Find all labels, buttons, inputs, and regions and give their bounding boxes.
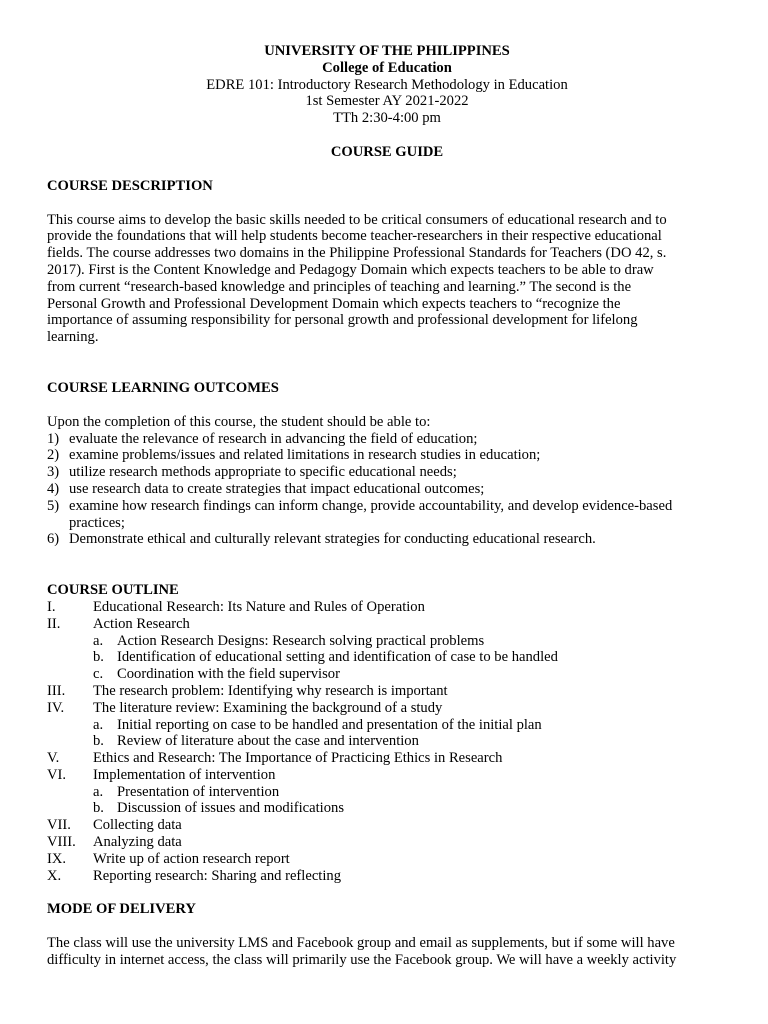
outline-subtext: Presentation of intervention bbox=[117, 783, 280, 800]
outline-letter: b. bbox=[93, 649, 104, 666]
outline-item bbox=[47, 683, 727, 700]
outline-item bbox=[47, 750, 727, 767]
outline-letter: b. bbox=[93, 800, 104, 817]
outline-number: IX. bbox=[47, 850, 67, 867]
description-line: This course aims to develop the basic skills needed to be critical consumers of educational research and to bbox=[47, 211, 667, 228]
description-line: importance of assuming responsibility for personal growth and professional development for lifelong bbox=[47, 312, 638, 329]
outcomes-list bbox=[47, 431, 727, 549]
list-item bbox=[47, 531, 727, 548]
schedule: TTh 2:30-4:00 pm bbox=[333, 110, 441, 127]
list-text: Demonstrate ethical and culturally relevant strategies for conducting educational research. bbox=[69, 531, 596, 548]
description-line: provide the foundations that will help students become teacher-researchers in their respective educational bbox=[47, 228, 662, 245]
outline-subitem bbox=[47, 666, 727, 683]
outline-subtext: Action Research Designs: Research solving practical problems bbox=[117, 632, 485, 649]
list-number: 1) bbox=[47, 430, 60, 447]
outline-letter: a. bbox=[93, 632, 104, 649]
description-body bbox=[47, 212, 727, 346]
outline-subitem bbox=[47, 633, 727, 650]
list-number: 6) bbox=[47, 531, 60, 548]
outline-heading: COURSE OUTLINE bbox=[47, 582, 179, 599]
list-number: 5) bbox=[47, 497, 60, 514]
page-title: COURSE GUIDE bbox=[330, 143, 444, 160]
outline-item bbox=[47, 616, 727, 633]
description-line: learning. bbox=[47, 329, 99, 346]
semester: 1st Semester AY 2021-2022 bbox=[305, 93, 469, 110]
outline-subtext: Initial reporting on case to be handled and presentation of the initial plan bbox=[117, 716, 542, 733]
list-number: 4) bbox=[47, 480, 60, 497]
document-page bbox=[47, 43, 727, 969]
outline-subitem bbox=[47, 784, 727, 801]
outline-item bbox=[47, 700, 727, 717]
outline-subtext: Coordination with the field supervisor bbox=[117, 666, 340, 683]
list-item bbox=[47, 481, 727, 498]
list-text: use research data to create strategies that impact educational outcomes; bbox=[69, 480, 485, 497]
outline-number: X. bbox=[47, 867, 62, 884]
outline-subitem bbox=[47, 800, 727, 817]
college-name: College of Education bbox=[322, 59, 452, 76]
outline-letter: a. bbox=[93, 716, 104, 733]
outline-subitem bbox=[47, 649, 727, 666]
list-item bbox=[47, 498, 727, 532]
delivery-heading: MODE OF DELIVERY bbox=[47, 901, 196, 918]
description-heading: COURSE DESCRIPTION bbox=[47, 177, 213, 194]
outline-text: Collecting data bbox=[93, 817, 182, 834]
outline-subitem bbox=[47, 733, 727, 750]
outline-number: II. bbox=[47, 615, 61, 632]
list-item bbox=[47, 431, 727, 448]
outline-letter: c. bbox=[93, 666, 104, 683]
outline-letter: a. bbox=[93, 783, 104, 800]
list-text: examine problems/issues and related limitations in research studies in education; bbox=[69, 447, 541, 464]
list-item bbox=[47, 464, 727, 481]
description-line: fields. The course addresses two domains in the Philippine Professional Standards for Teachers (DO 42, s. bbox=[47, 245, 667, 262]
outline-number: I. bbox=[47, 598, 56, 615]
outline-subtext: Identification of educational setting and identification of case to be handled bbox=[117, 649, 558, 666]
description-line: from current “research-based knowledge and principles of teaching and learning.” The second is the bbox=[47, 278, 632, 295]
course-outline bbox=[47, 599, 727, 885]
outline-item bbox=[47, 817, 727, 834]
outline-text: Analyzing data bbox=[93, 834, 182, 851]
description-line: 2017). First is the Content Knowledge and Pedagogy Domain which expects teachers to be able to draw bbox=[47, 261, 654, 278]
course-title: EDRE 101: Introductory Research Methodology in Education bbox=[206, 76, 568, 93]
delivery-body bbox=[47, 935, 727, 969]
outline-item bbox=[47, 599, 727, 616]
delivery-line: The class will use the university LMS and Facebook group and email as supplements, but if some will have bbox=[47, 935, 675, 952]
outline-text: The research problem: Identifying why research is important bbox=[93, 682, 448, 699]
outline-number: III. bbox=[47, 682, 66, 699]
delivery-line: difficulty in internet access, the class will primarily use the Facebook group. We will have a weekly activity bbox=[47, 952, 677, 969]
list-text: utilize research methods appropriate to specific educational needs; bbox=[69, 464, 457, 481]
outline-number: V. bbox=[47, 750, 60, 767]
outline-number: VI. bbox=[47, 766, 67, 783]
outline-text: The literature review: Examining the background of a study bbox=[93, 699, 443, 716]
list-number: 2) bbox=[47, 447, 60, 464]
description-line: Personal Growth and Professional Development Domain which expects teachers to “recognize the bbox=[47, 295, 621, 312]
outline-text: Educational Research: Its Nature and Rules of Operation bbox=[93, 598, 425, 615]
outline-item bbox=[47, 868, 727, 885]
outcomes-intro: Upon the completion of this course, the student should be able to: bbox=[47, 413, 431, 430]
list-number: 3) bbox=[47, 464, 60, 481]
outline-text: Reporting research: Sharing and reflecting bbox=[93, 867, 342, 884]
outline-item bbox=[47, 767, 727, 784]
list-text: evaluate the relevance of research in advancing the field of education; bbox=[69, 430, 478, 447]
outline-subitem bbox=[47, 717, 727, 734]
outline-subtext: Discussion of issues and modifications bbox=[117, 800, 344, 817]
outline-text: Ethics and Research: The Importance of Practicing Ethics in Research bbox=[93, 750, 503, 767]
outline-number: VII. bbox=[47, 817, 71, 834]
outline-number: IV. bbox=[47, 699, 65, 716]
outline-item bbox=[47, 851, 727, 868]
list-text: examine how research findings can inform change, provide accountability, and develop evidence-based practices; bbox=[69, 497, 673, 531]
list-item bbox=[47, 447, 727, 464]
outline-letter: b. bbox=[93, 733, 104, 750]
outline-number: VIII. bbox=[47, 834, 76, 851]
outline-subtext: Review of literature about the case and intervention bbox=[117, 733, 419, 750]
outline-text: Implementation of intervention bbox=[93, 766, 276, 783]
outline-text: Action Research bbox=[93, 615, 190, 632]
outcomes-heading: COURSE LEARNING OUTCOMES bbox=[47, 379, 279, 396]
university-name: UNIVERSITY OF THE PHILIPPINES bbox=[264, 43, 510, 59]
outline-item bbox=[47, 834, 727, 851]
document-header bbox=[47, 43, 727, 161]
outline-text: Write up of action research report bbox=[93, 850, 290, 867]
